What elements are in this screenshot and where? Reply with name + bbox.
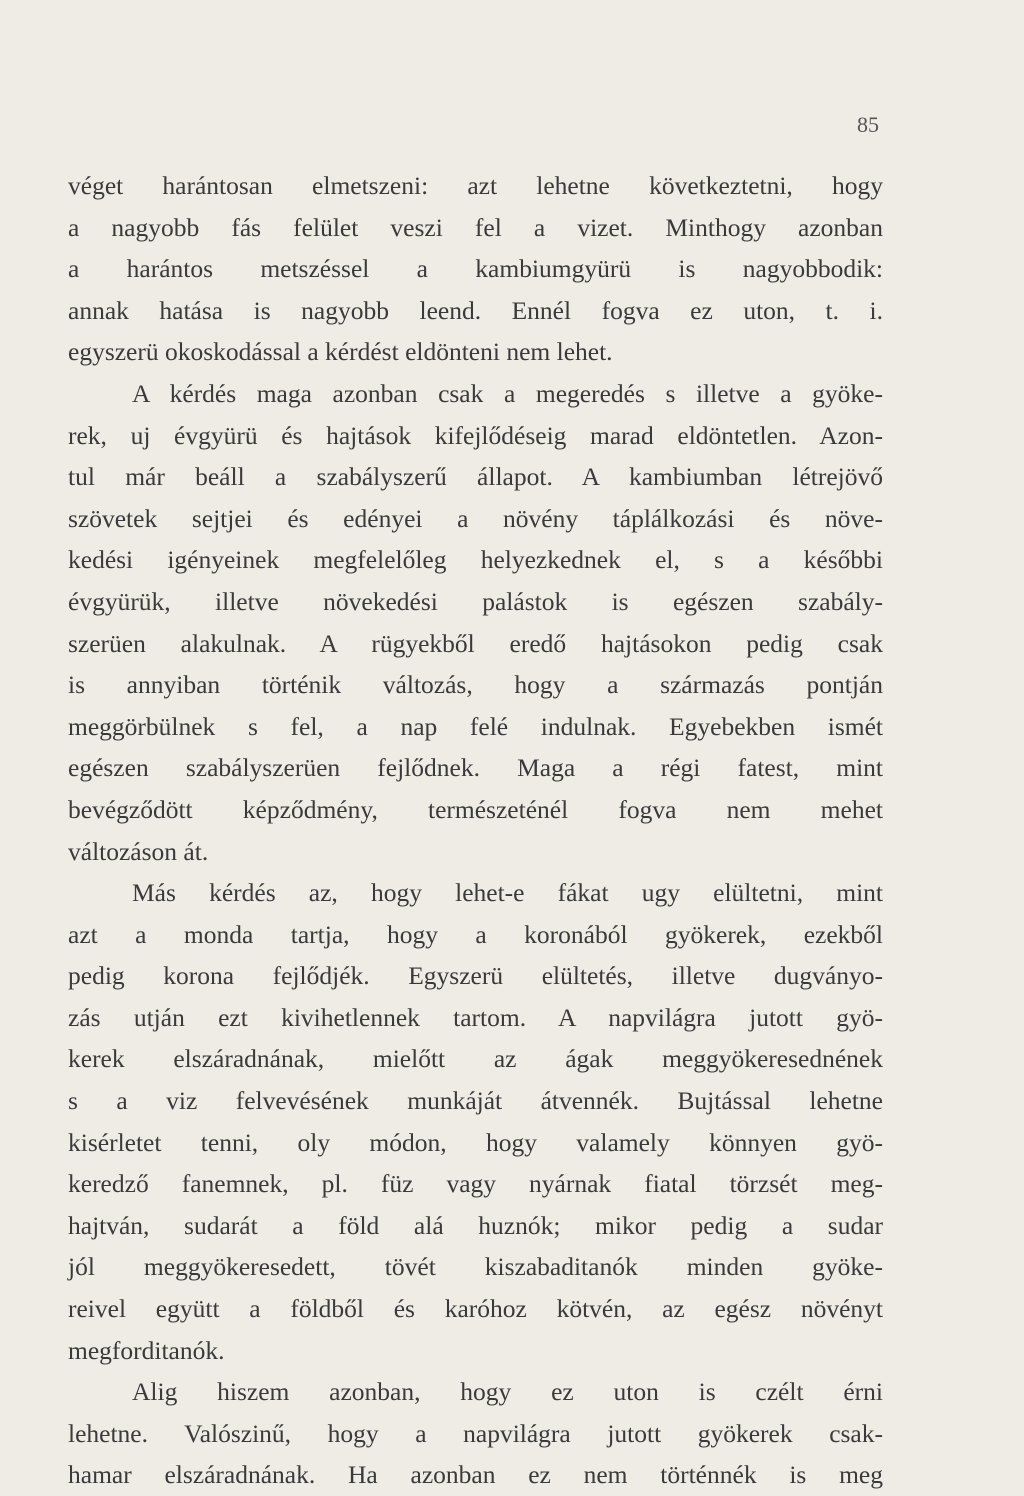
text-line: változáson át. — [68, 836, 209, 866]
paragraph — [68, 165, 883, 373]
text-line: szövetek sejtjei és edényei a növény táplálkozási és növe- — [68, 503, 883, 533]
text-line: hajtván, sudarát a föld alá huznók; mikor pedig a sudar — [68, 1210, 883, 1240]
text-line: is annyiban történik változás, hogy a származás pontján — [68, 670, 883, 700]
text-line: Alig hiszem azonban, hogy ez uton is czélt érni — [132, 1377, 883, 1407]
text-line: annak hatása is nagyobb leend. Ennél fogva ez uton, t. i. — [68, 295, 883, 325]
text-line: kerek elszáradnának, mielőtt az ágak meggyökeresednének — [68, 1044, 883, 1074]
page-number: 85 — [857, 112, 879, 137]
text-line: reivel együtt a földből és karóhoz kötvén, az egész növényt — [68, 1294, 883, 1324]
text-line: meggörbülnek s fel, a nap felé indulnak. Egyebekben ismét — [68, 711, 883, 741]
text-line: a harántos metszéssel a kambiumgyürü is nagyobbodik: — [68, 254, 883, 284]
text-line: hamar elszáradnának. Ha azonban ez nem történnék is meg — [68, 1460, 883, 1490]
paragraph — [68, 872, 883, 1371]
text-line: kisérletet tenni, oly módon, hogy valamely könnyen gyö- — [68, 1127, 883, 1157]
text-line: szerüen alakulnak. A rügyekből eredő hajtásokon pedig csak — [68, 628, 883, 658]
text-line: a nagyobb fás felület veszi fel a vizet. Minthogy azonban — [68, 212, 883, 242]
text-line: egyszerü okoskodással a kérdést eldönteni nem lehet. — [68, 337, 613, 367]
body-text — [68, 165, 883, 1496]
text-line: véget harántosan elmetszeni: azt lehetne következtetni, hogy — [68, 171, 883, 200]
text-line: zás utján ezt kivihetlennek tartom. A napvilágra jutott gyö- — [68, 1002, 883, 1032]
paragraph — [68, 373, 883, 872]
text-line: jól meggyökeresedett, tövét kiszabaditanók minden gyöke- — [68, 1252, 883, 1282]
text-line: s a viz felvevésének munkáját átvennék. Bujtással lehetne — [68, 1086, 883, 1116]
text-line: egészen szabályszerüen fejlődnek. Maga a régi fatest, mint — [68, 753, 883, 783]
text-line: azt a monda tartja, hogy a koronából gyökerek, ezekből — [68, 919, 883, 949]
text-line: pedig korona fejlődjék. Egyszerü elültetés, illetve dugványo- — [68, 961, 883, 991]
text-line: tul már beáll a szabályszerű állapot. A kambiumban létrejövő — [68, 462, 883, 492]
text-line: Más kérdés az, hogy lehet-e fákat ugy elültetni, mint — [132, 878, 883, 908]
text-line: kedési igényeinek megfelelőleg helyezkednek el, s a későbbi — [68, 545, 883, 575]
paragraph — [68, 1371, 883, 1496]
text-line: lehetne. Valószinű, hogy a napvilágra jutott gyökerek csak- — [68, 1418, 883, 1448]
text-line: bevégződött képződmény, természeténél fogva nem mehet — [68, 794, 883, 824]
text-line: megforditanók. — [68, 1335, 225, 1365]
text-line: keredző fanemnek, pl. füz vagy nyárnak fiatal törzsét meg- — [68, 1169, 883, 1199]
text-line: A kérdés maga azonban csak a megeredés s illetve a gyöke- — [132, 378, 883, 408]
text-line: évgyürük, illetve növekedési palástok is egészen szabály- — [68, 586, 883, 616]
text-line: rek, uj évgyürü és hajtások kifejlődéseig marad eldöntetlen. Azon- — [68, 420, 883, 450]
